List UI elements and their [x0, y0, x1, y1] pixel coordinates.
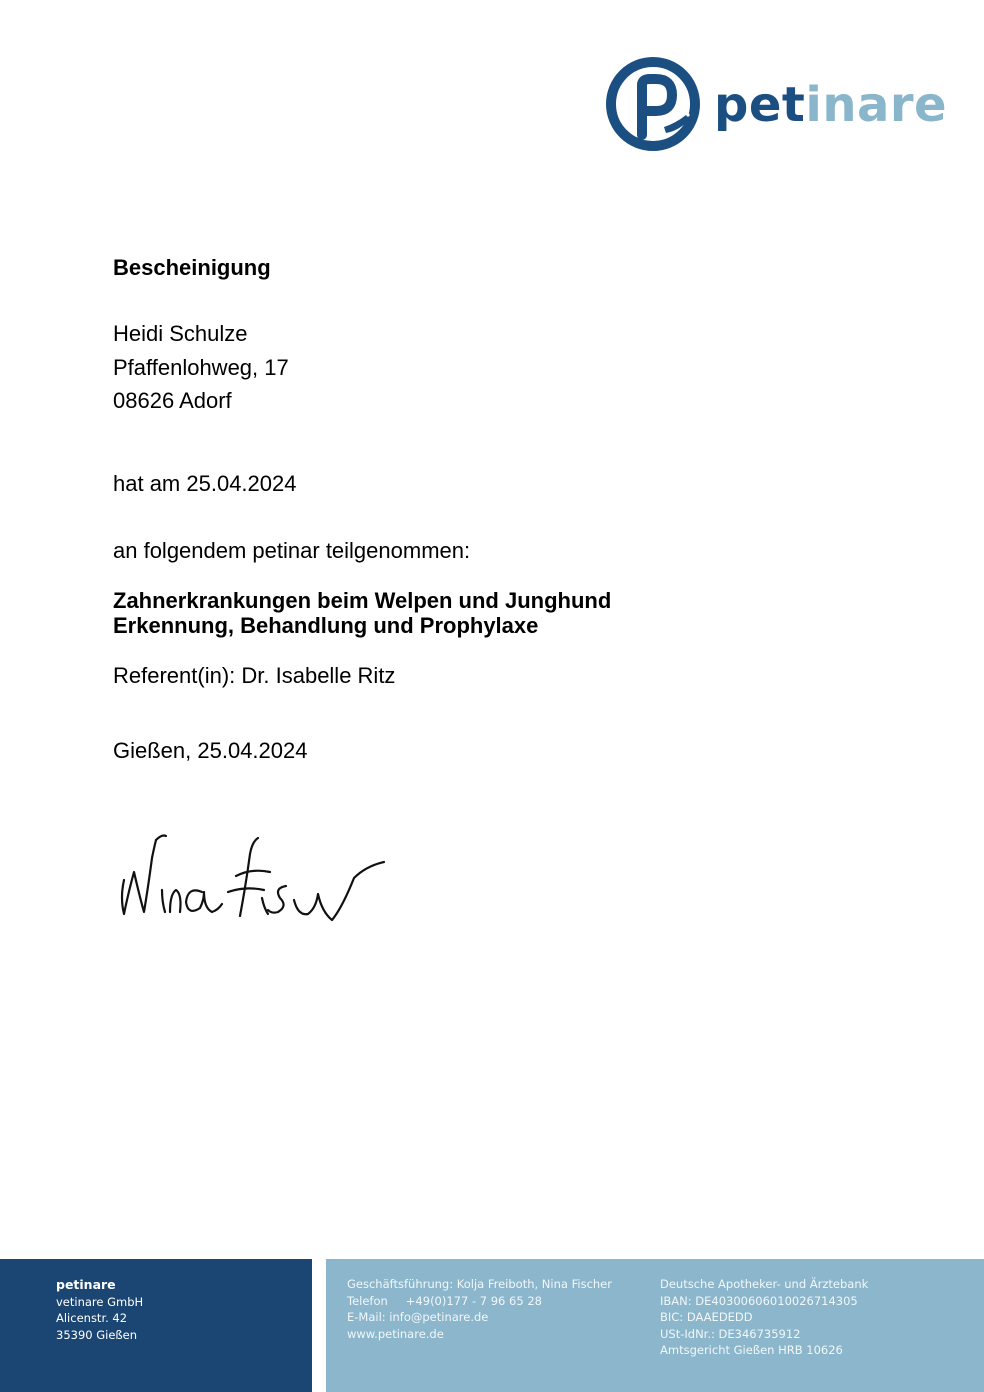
footer-email: E-Mail: info@petinare.de [347, 1310, 489, 1324]
speaker: Referent(in): Dr. Isabelle Ritz [113, 663, 396, 688]
footer-bank-name: Deutsche Apotheker- und Ärztebank [660, 1277, 869, 1291]
footer-contact [347, 1276, 612, 1342]
footer-website: www.petinare.de [347, 1326, 444, 1341]
topic-title-line2: Erkennung, Behandlung und Prophylaxe [113, 613, 539, 638]
place-and-date: Gießen, 25.04.2024 [113, 738, 308, 763]
footer-left-panel [0, 1259, 312, 1392]
participation-date: hat am 25.04.2024 [113, 471, 297, 496]
footer-phone [347, 1293, 612, 1310]
recipient-name: Heidi Schulze [113, 321, 248, 346]
footer-street: Alicenstr. 42 [56, 1311, 128, 1325]
logo-wordmark-part2: inare [805, 77, 948, 133]
footer-court-register: Amtsgericht Gießen HRB 10626 [660, 1343, 843, 1357]
footer-company-address [56, 1277, 143, 1343]
participation-statement: an folgendem petinar teilgenommen: [113, 538, 471, 563]
footer-iban: IBAN: DE40300606010026714305 [660, 1293, 858, 1308]
footer-vat-id: USt-IdNr.: DE346735912 [660, 1326, 801, 1341]
topic-title-line1: Zahnerkrankungen beim Welpen und Junghund [113, 588, 612, 613]
footer-phone-label: Telefon [347, 1293, 388, 1308]
footer-phone-number: +49(0)177 - 7 96 65 28 [405, 1293, 542, 1308]
petinare-logo-icon [606, 57, 700, 151]
petinare-logo [606, 56, 948, 152]
footer-management: Geschäftsführung: Kolja Freiboth, Nina Fischer [347, 1277, 612, 1291]
handwritten-signature [118, 828, 388, 928]
footer-city: 35390 Gießen [56, 1327, 138, 1342]
footer-bank-details [660, 1276, 868, 1359]
logo-wordmark-part1: pet [714, 77, 806, 133]
footer-brand: petinare [56, 1277, 116, 1292]
footer-company-name: vetinare GmbH [56, 1294, 144, 1309]
document-title: Bescheinigung [113, 255, 271, 280]
recipient-street: Pfaffenlohweg, 17 [113, 355, 289, 380]
footer-bic: BIC: DAAEDEDD [660, 1310, 753, 1324]
logo-wordmark [714, 77, 948, 133]
recipient-city: 08626 Adorf [113, 388, 232, 413]
